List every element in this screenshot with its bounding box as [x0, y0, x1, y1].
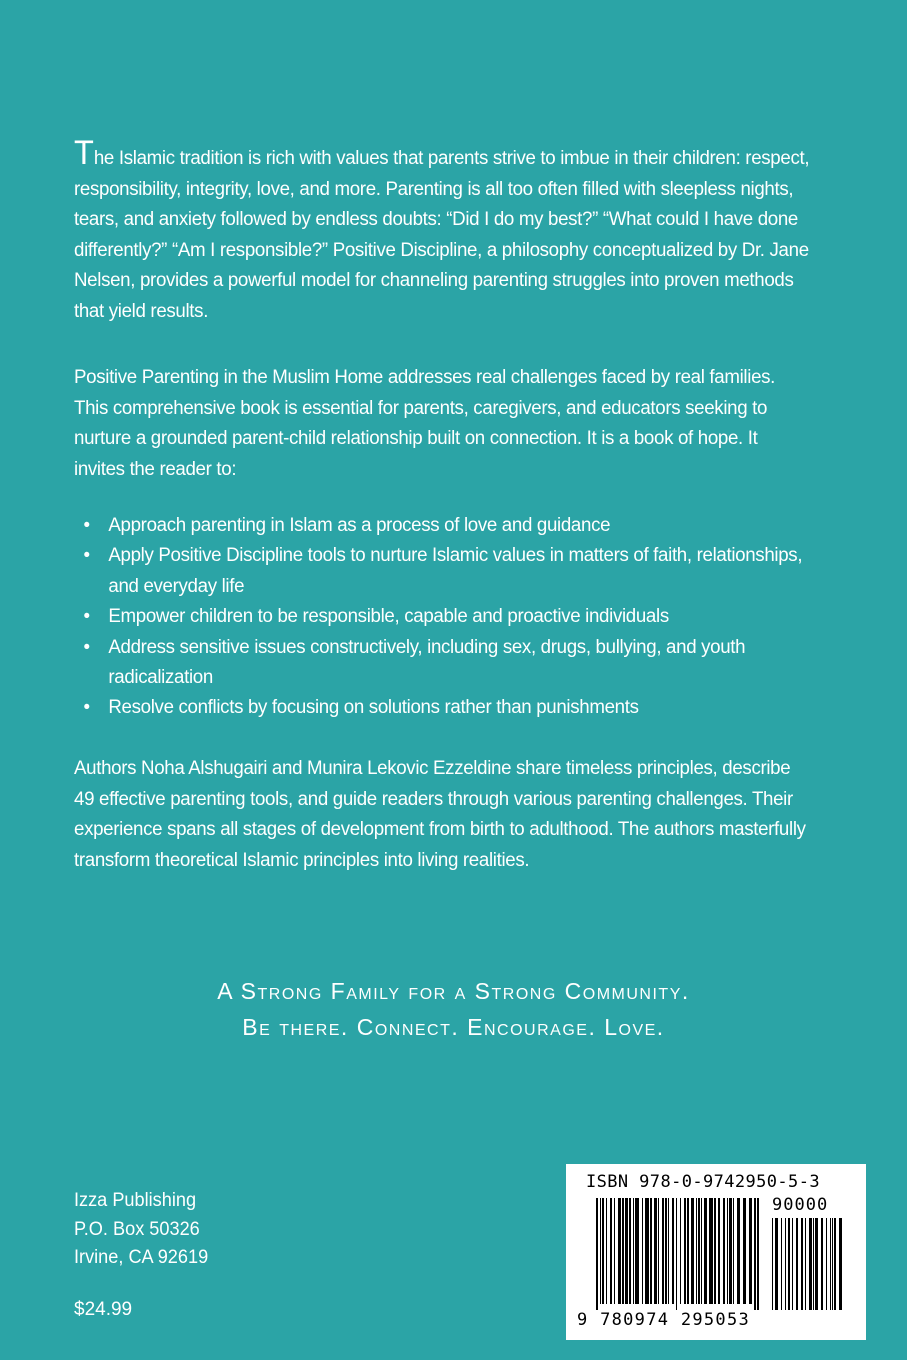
bullet-icon: •: [83, 696, 90, 719]
publisher-info: [74, 1187, 208, 1273]
barcode-addon: 90000: [772, 1195, 829, 1215]
list-item: • Resolve conflicts by focusing on solutions rather than punishments: [74, 692, 809, 722]
intro-paragraph: [74, 134, 810, 327]
drop-cap: T: [74, 134, 94, 172]
list-item: • Empower children to be responsible, capable and proactive individuals: [74, 601, 809, 631]
price: $24.99: [74, 1299, 133, 1320]
benefits-list: [74, 510, 809, 723]
barcode-box: [566, 1164, 866, 1340]
list-item: • Apply Positive Discipline tools to nurture Islamic values in matters of faith, relationships, and everyday life: [74, 540, 809, 601]
tagline-line-2: Be there. Connect. Encourage. Love.: [242, 1014, 665, 1040]
list-item: • Approach parenting in Islam as a process of love and guidance: [74, 510, 809, 540]
publisher-name: Izza Publishing: [74, 1190, 197, 1211]
description-paragraph: Positive Parenting in the Muslim Home addresses real challenges faced by real families. This comprehensive book is essential for parents, caregivers, and educators seeking to nurture a grounded parent-child relationship built on connection. It is a book of hope. It invites the reader to:: [74, 366, 776, 480]
isbn-label: ISBN 978-0-9742950-5-3: [586, 1172, 820, 1192]
tagline-line-1: A Strong Family for a Strong Community.: [217, 978, 690, 1004]
authors-paragraph: Authors Noha Alshugairi and Munira Lekovic Ezzeldine share timeless principles, describe 49 effective parenting tools, and guide readers through various parenting challenges. Their experience spans all stages of development from birth to adulthood. The authors masterfully transform theoretical Islamic principles into living realities.: [74, 757, 806, 871]
intro-text: he Islamic tradition is rich with values that parents strive to imbue in their children: respect, responsibility, integrity, love, and more. Parenting is all too often filled with sleepless nights, tears, and anxiety followed by endless doubts: “Did I do my best?” “What could I have done differently?” “Am I responsible?” Positive Discipline, a philosophy conceptualized by Dr. Jane Nelsen, provides a powerful model for channeling parenting struggles into proven methods that yield results.: [74, 147, 810, 322]
publisher-address-2: Irvine, CA 92619: [74, 1247, 209, 1268]
barcode-digits: 9 780974 295053: [577, 1310, 751, 1330]
bullet-icon: •: [83, 635, 90, 658]
list-item: • Address sensitive issues constructively, including sex, drugs, bullying, and youth radicalization: [74, 632, 809, 693]
bullet-icon: •: [83, 605, 90, 628]
publisher-address-1: P.O. Box 50326: [74, 1218, 200, 1240]
bullet-icon: •: [83, 514, 90, 536]
bullet-icon: •: [83, 544, 90, 567]
